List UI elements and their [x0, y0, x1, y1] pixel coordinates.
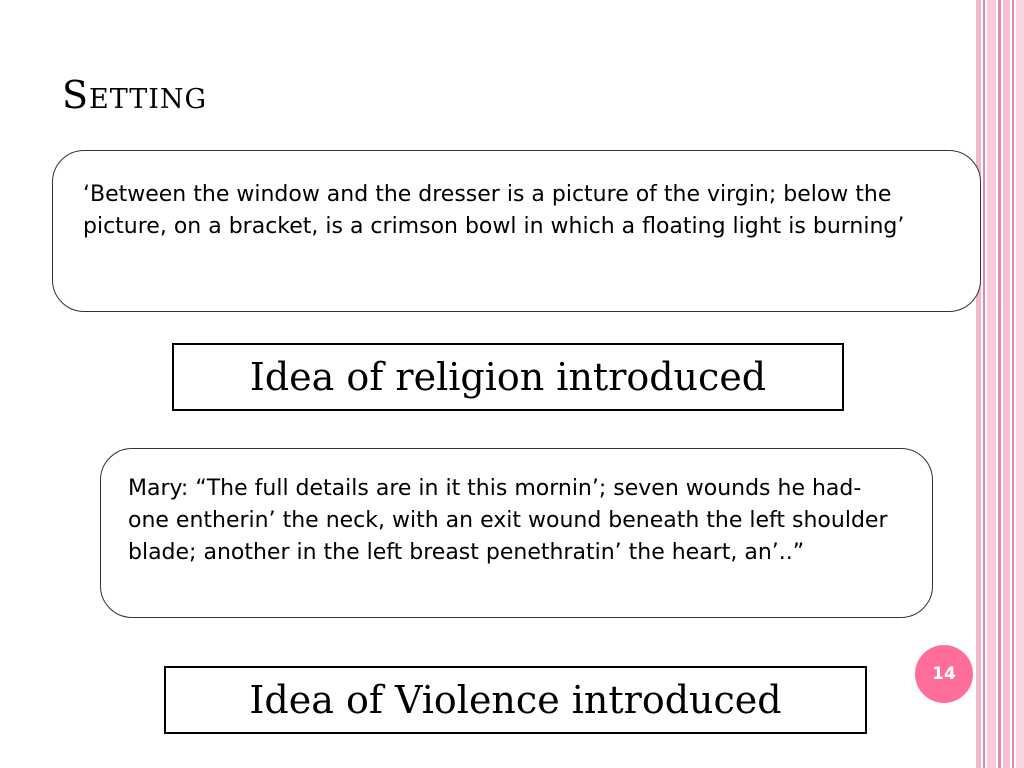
border-stripe: [998, 0, 1001, 768]
idea-label: Idea of religion introduced: [249, 355, 767, 399]
idea-box-religion: [172, 343, 844, 411]
slide-title: Setting: [62, 73, 208, 117]
idea-label: Idea of Violence introduced: [249, 678, 782, 722]
border-stripe: [987, 0, 996, 768]
quote-text: Mary: “The full details are in it this mornin’; seven wounds he had-one entherin’ the neck, with an exit wound beneath the left shoulder blade; another in the left breast penethratin’ the heart, an’..”: [128, 476, 888, 565]
border-stripe: [983, 0, 985, 768]
border-stripe: [1003, 0, 1010, 768]
border-stripe: [1012, 0, 1014, 768]
page-number-badge: 14: [915, 645, 973, 703]
border-stripe: [976, 0, 981, 768]
idea-box-violence: [164, 666, 867, 734]
quote-box-religion: [52, 150, 981, 312]
border-stripe: [1016, 0, 1024, 768]
quote-text: ‘Between the window and the dresser is a picture of the virgin; below the picture, on a bracket, is a crimson bowl in which a floating light is burning’: [83, 182, 905, 239]
quote-box-violence: [100, 448, 933, 618]
